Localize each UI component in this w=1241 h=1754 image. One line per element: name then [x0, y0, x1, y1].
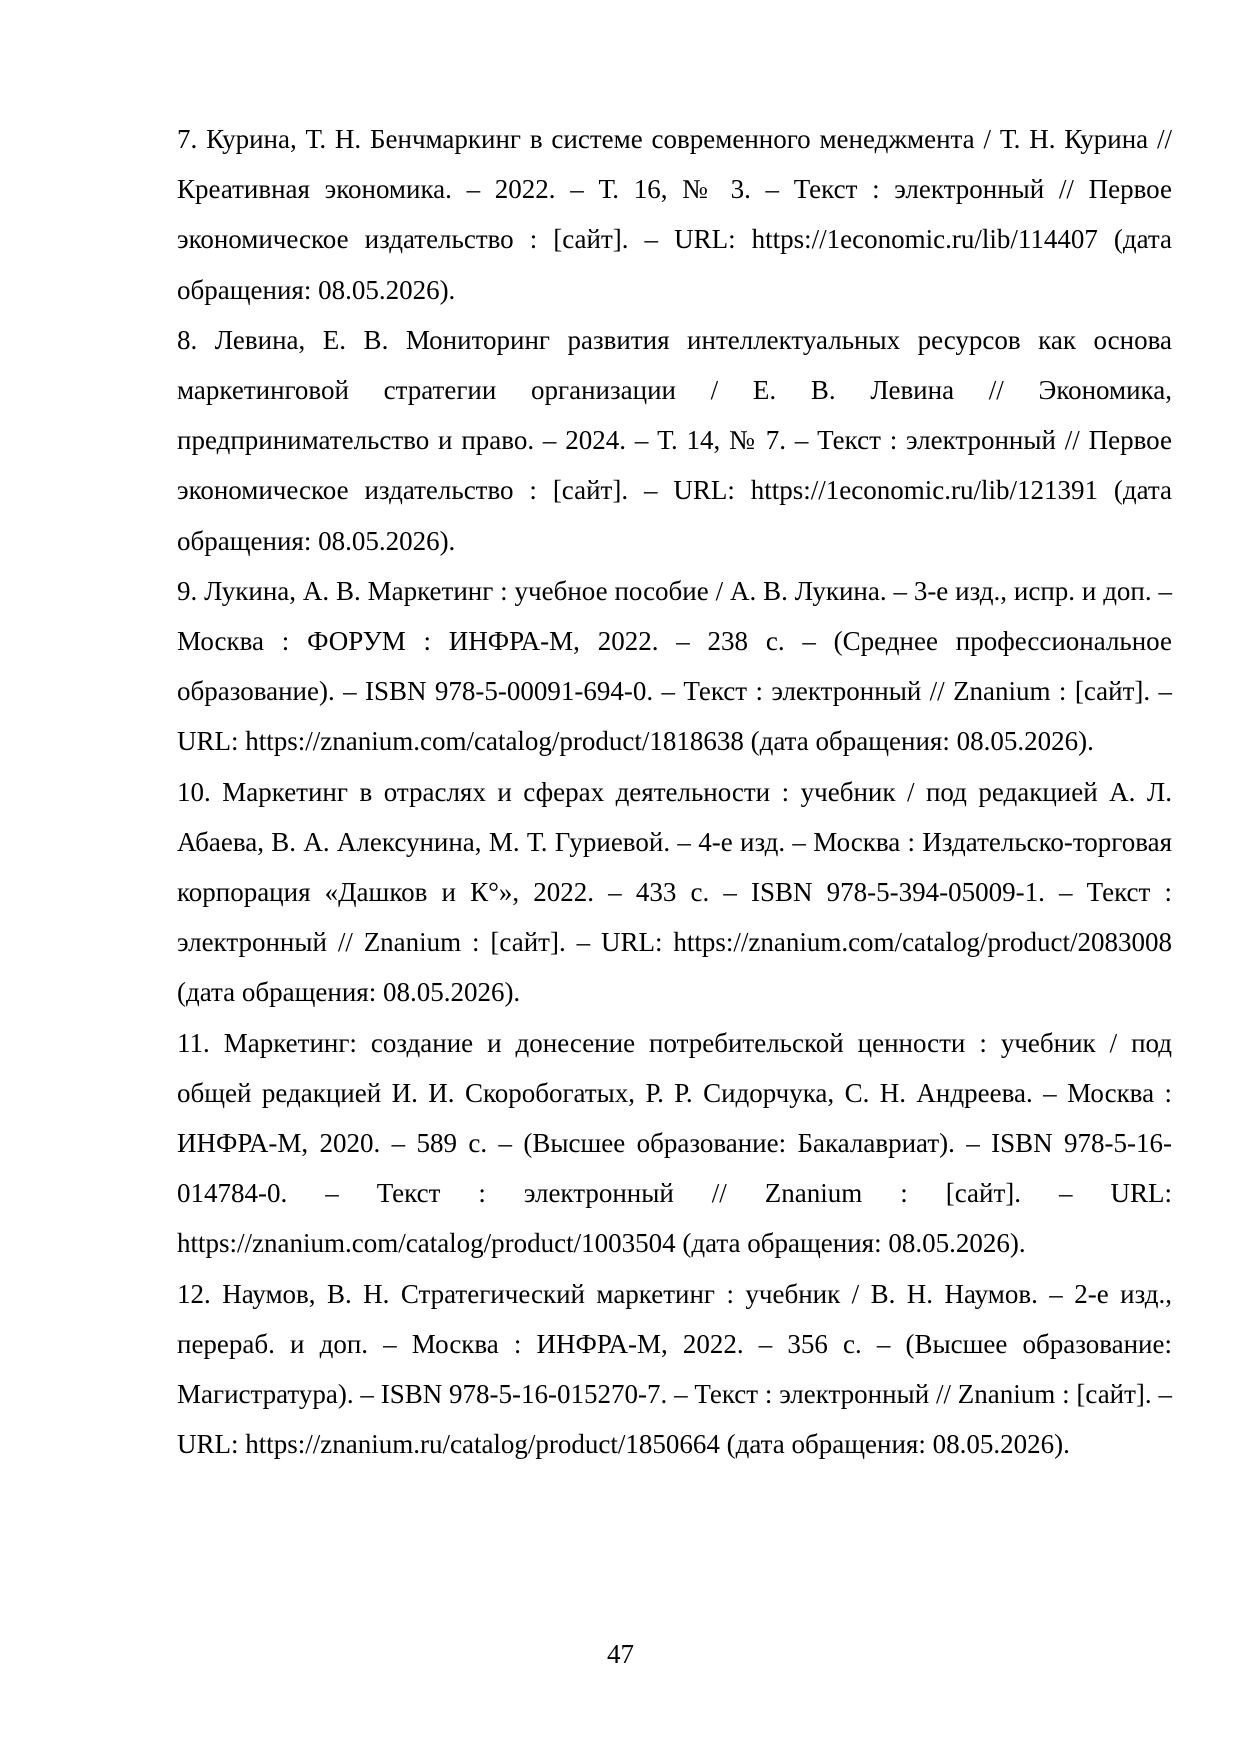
- reference-list: [177, 114, 1172, 1469]
- reference-entry-12: 12. Наумов, В. Н. Стратегический маркетинг : учебник / В. Н. Наумов. – 2-е изд., перераб. и доп. – Москва : ИНФРА-М, 2022. – 356 с. – (Высшее образование: Магистратура). – ISBN 978-5-16-015270-7. – Текст : электронный // Znanium : [сайт]. – URL: https://znanium.ru/catalog/product/1850664 (дата обращения: 08.05.2026).: [177, 1278, 1172, 1460]
- reference-entry-9: 9. Лукина, А. В. Маркетинг : учебное пособие / А. В. Лукина. – 3-е изд., испр. и доп. – Москва : ФОРУМ : ИНФРА-М, 2022. – 238 с. – (Среднее профессиональное образование). – ISBN 978-5-00091-694-0. – Текст : электронный // Znanium : [сайт]. – URL: https://znanium.com/catalog/product/1818638 (дата обращения: 08.05.2026).: [177, 575, 1172, 757]
- reference-entry-7: 7. Курина, Т. Н. Бенчмаркинг в системе современного менеджмента / Т. Н. Курина // Креативная экономика. – 2022. – Т. 16, № 3. – Текст : электронный // Первое экономическое издательство : [сайт]. – URL: https://1economic.ru/lib/114407 (дата обращения: 08.05.2026).: [177, 124, 1172, 305]
- page-number: 47: [607, 1639, 634, 1669]
- reference-entry-10: 10. Маркетинг в отраслях и сферах деятельности : учебник / под редакцией А. Л. Абаева, В. А. Алексунина, М. Т. Гуриевой. – 4-е изд. – Москва : Издательско-торговая корпорация «Дашков и К°», 2022. – 433 с. – ISBN 978-5-394-05009-1. – Текст : электронный // Znanium : [сайт]. – URL: https://znanium.com/catalog/product/2083008 (дата обращения: 08.05.2026).: [177, 776, 1172, 1008]
- reference-entry-11: 11. Маркетинг: создание и донесение потребительской ценности : учебник / под общей редакцией И. И. Скоробогатых, Р. Р. Сидорчука, С. Н. Андреева. – Москва : ИНФРА-М, 2020. – 589 с. – (Высшее образование: Бакалавриат). – ISBN 978-5-16-014784-0. – Текст : электронный // Znanium : [сайт]. – URL: https://znanium.com/catalog/product/1003504 (дата обращения: 08.05.2026).: [177, 1027, 1172, 1259]
- reference-entry-8: 8. Левина, Е. В. Мониторинг развития интеллектуальных ресурсов как основа маркетинговой стратегии организации / Е. В. Левина // Экономика, предпринимательство и право. – 2024. – Т. 14, № 7. – Текст : электронный // Первое экономическое издательство : [сайт]. – URL: https://1economic.ru/lib/121391 (дата обращения: 08.05.2026).: [177, 324, 1172, 556]
